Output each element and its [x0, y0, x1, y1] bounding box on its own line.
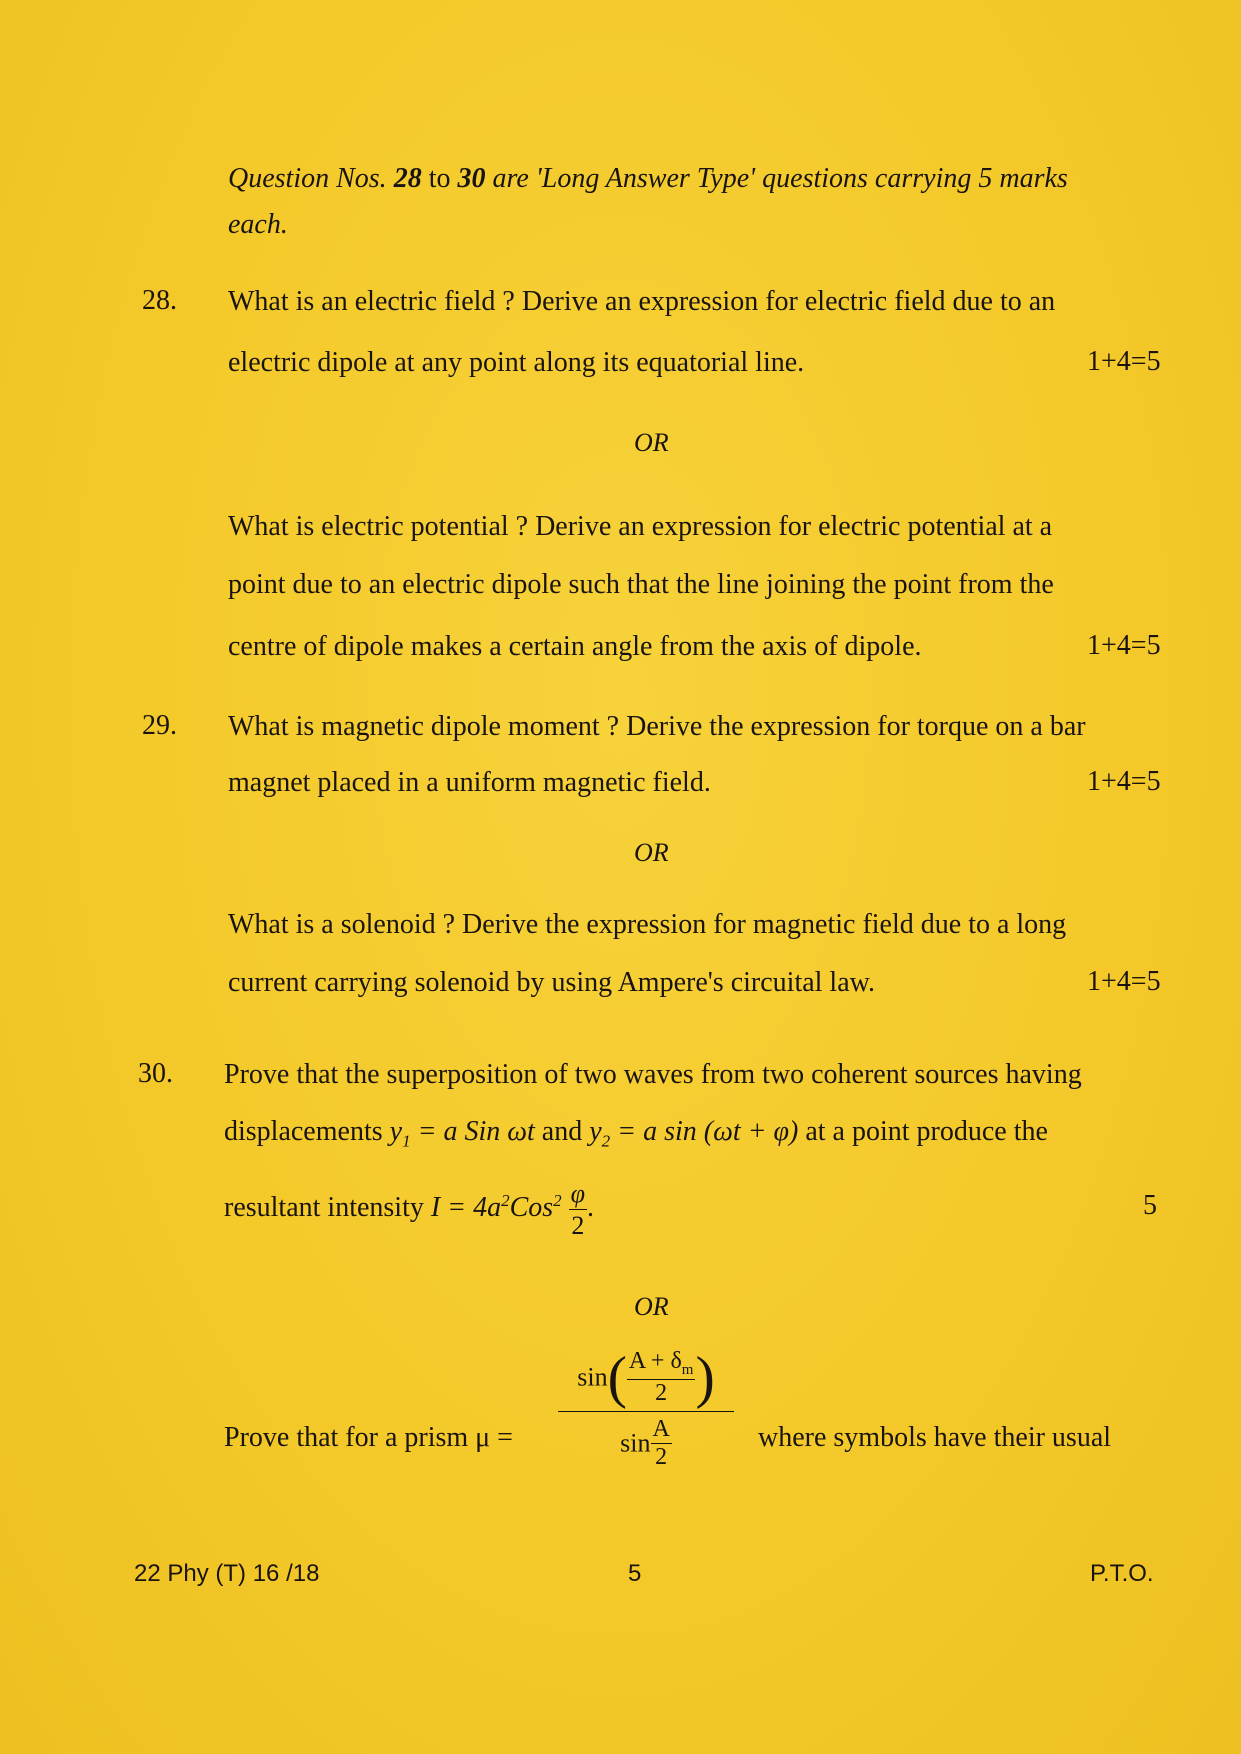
- q28-line-1: What is an electric field ? Derive an expression for electric field due to an: [228, 286, 1056, 317]
- q30-produce-text: at a point produce the: [798, 1116, 1048, 1147]
- q30-line-3: [224, 1178, 594, 1241]
- q29-alt-line-2: current carrying solenoid by using Ampere's circuital law.: [228, 967, 876, 998]
- q28-alt-line-2: point due to an electric dipole such that the line joining the point from the: [228, 569, 1054, 600]
- q29-line-2: magnet placed in a uniform magnetic field.: [228, 767, 711, 798]
- instruction-line-2: each.: [228, 209, 288, 240]
- close-paren: ): [695, 1344, 715, 1410]
- question-number-30: 30.: [138, 1058, 173, 1089]
- eq-y1-rhs: = a Sin ωt: [410, 1116, 535, 1147]
- q30-alt-text-a: Prove that for a prism μ =: [224, 1422, 513, 1453]
- prism-denominator: [558, 1412, 734, 1471]
- prism-formula: [558, 1344, 734, 1471]
- q30-resultant-text: resultant intensity: [224, 1192, 431, 1224]
- eq-y2-sub: 2: [601, 1131, 611, 1151]
- footer-paper-code: 22 Phy (T) 16 /18: [134, 1560, 320, 1587]
- prism-inner-frac: [627, 1348, 696, 1407]
- q30-and-text: and: [534, 1116, 590, 1147]
- prism-small-frac: [651, 1416, 672, 1471]
- instruction-text-e: are 'Long Answer Type' questions carrying 5 marks: [485, 163, 1068, 194]
- eq-cos-squared: 2: [553, 1190, 562, 1210]
- q28-or: OR: [634, 428, 669, 457]
- instruction-num-30: 30: [457, 163, 486, 194]
- instruction-line-1: [228, 162, 1068, 196]
- footer-pto: P.T.O.: [1090, 1560, 1154, 1587]
- eq-y2-rhs: = a sin (ωt + φ): [610, 1116, 799, 1147]
- eq-frac-num: φ: [569, 1178, 587, 1210]
- q28-alt-line-1: What is electric potential ? Derive an expression for electric potential at a: [228, 511, 1053, 542]
- q30-line-1: Prove that the superposition of two waves from two coherent sources having: [224, 1059, 1082, 1090]
- instruction-text-to: to: [421, 163, 458, 194]
- question-number-29: 29.: [142, 710, 177, 741]
- instruction-text-a: Question Nos.: [228, 163, 394, 194]
- q29-marks: 1+4=5: [1087, 766, 1161, 797]
- q28-alt-marks: 1+4=5: [1087, 630, 1161, 661]
- eq-y1: y: [389, 1116, 403, 1147]
- prism-sin-2: sin: [620, 1428, 651, 1458]
- q30-marks: 5: [1143, 1190, 1157, 1221]
- eq-y2: y: [589, 1116, 602, 1147]
- instruction-num-28: 28: [393, 163, 422, 194]
- prism-inner-num: A + δ: [628, 1348, 682, 1374]
- q29-or: OR: [634, 838, 669, 867]
- eq-intensity: I = 4a: [430, 1192, 502, 1224]
- q28-alt-line-3: centre of dipole makes a certain angle from the axis of dipole.: [228, 631, 922, 662]
- q29-alt-marks: 1+4=5: [1087, 966, 1161, 997]
- prism-numerator: [558, 1344, 734, 1412]
- q29-line-1: What is magnetic dipole moment ? Derive the expression for torque on a bar: [228, 711, 1086, 742]
- eq-a-squared: 2: [501, 1190, 510, 1210]
- q29-alt-line-1: What is a solenoid ? Derive the expression for magnetic field due to a long: [228, 909, 1067, 940]
- footer-page-number: 5: [628, 1560, 642, 1587]
- prism-sin-1: sin: [577, 1362, 608, 1392]
- prism-inner-sub: m: [681, 1361, 694, 1378]
- q30-alt-text-b: where symbols have their usual: [758, 1422, 1112, 1453]
- q30-or: OR: [634, 1292, 669, 1321]
- q30-displacements-text: displacements: [224, 1116, 390, 1147]
- q28-line-2: electric dipole at any point along its equatorial line.: [228, 347, 805, 378]
- prism-small-den: 2: [655, 1443, 668, 1470]
- eq-frac-den: 2: [571, 1211, 585, 1241]
- eq-cos: Cos: [509, 1192, 554, 1224]
- eq-end: .: [587, 1192, 595, 1224]
- eq-y1-sub: 1: [402, 1131, 411, 1151]
- prism-inner-den: 2: [655, 1379, 668, 1406]
- open-paren: (: [607, 1344, 627, 1410]
- prism-small-num: A: [652, 1415, 670, 1442]
- q28-marks: 1+4=5: [1087, 346, 1161, 377]
- eq-phi-over-2: [569, 1178, 587, 1241]
- q30-line-2: [224, 1115, 1048, 1152]
- question-number-28: 28.: [142, 285, 177, 316]
